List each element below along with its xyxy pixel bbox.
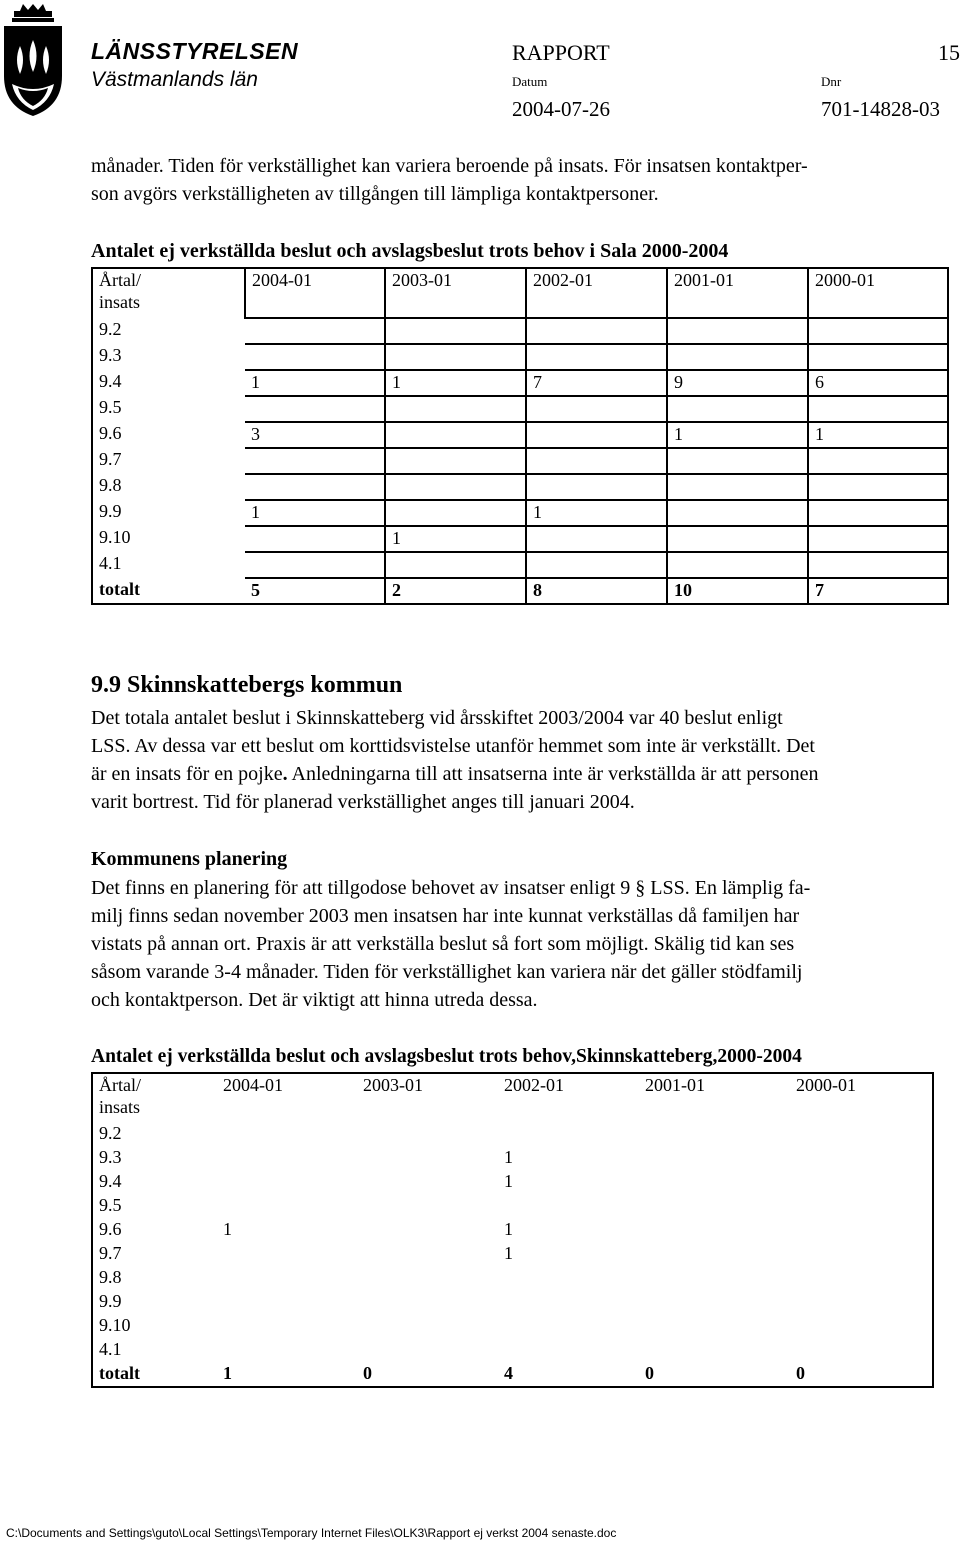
table-cell: [790, 1290, 933, 1314]
table-row: [92, 396, 948, 422]
table-cell: 1: [526, 500, 667, 526]
table-cell: [245, 318, 385, 344]
table-cell: [498, 1314, 639, 1338]
table1-header-label: Årtal/ insats: [99, 270, 141, 312]
table-cell: [357, 1170, 498, 1194]
row-label: 9.4: [99, 1171, 122, 1191]
table-cell: 7: [808, 578, 948, 604]
table2-title: Antalet ej verkställda beslut och avslagsbeslut trots behov,Skinnskatteberg,2000-2004: [91, 1046, 802, 1067]
table2: [91, 1072, 934, 1388]
table-cell: 1: [504, 1219, 513, 1239]
table-cell: [667, 344, 808, 370]
table-row: [92, 526, 948, 552]
table-cell: [357, 1266, 498, 1290]
table2-col-header: 2000-01: [796, 1075, 856, 1095]
table-cell: [245, 552, 385, 578]
table-cell: 0: [645, 1363, 654, 1383]
row-label: totalt: [99, 579, 140, 599]
table-cell: [217, 1314, 357, 1338]
table2-col-header: 2004-01: [223, 1075, 283, 1095]
table1: [91, 267, 949, 605]
table-cell: [217, 1146, 357, 1170]
table-cell: [498, 1122, 639, 1146]
row-label: 9.8: [99, 475, 122, 495]
table-cell: 3: [245, 422, 385, 448]
table-row: [92, 1290, 933, 1314]
row-label: 9.9: [99, 1291, 122, 1311]
table-cell: [667, 318, 808, 344]
table-cell: 10: [667, 578, 808, 604]
table-cell: [667, 474, 808, 500]
table-cell: 1: [667, 422, 808, 448]
section-paragraph-line: varit bortrest. Tid för planerad verkställighet anges till januari 2004.: [91, 791, 635, 813]
table-cell: 1: [504, 1171, 513, 1191]
row-label: totalt: [99, 1363, 140, 1383]
section-paragraph-line: är en insats för en pojke. Anledningarna till att insatserna inte är verkställda är att personen: [91, 763, 819, 785]
table-row: [92, 318, 948, 344]
row-label: 9.3: [99, 345, 122, 365]
row-label: 9.4: [99, 371, 122, 391]
table-cell: [808, 526, 948, 552]
table-cell: [808, 500, 948, 526]
table-cell: 5: [245, 578, 385, 604]
table-cell: [526, 396, 667, 422]
county-crest-logo: [0, 0, 66, 120]
table-cell: [245, 344, 385, 370]
page-number: 15: [938, 40, 960, 65]
table-cell: [526, 474, 667, 500]
table-cell: [357, 1194, 498, 1218]
table-row: [92, 422, 948, 448]
table-cell: [245, 448, 385, 474]
row-label: 9.9: [99, 501, 122, 521]
table-cell: [790, 1122, 933, 1146]
table-cell: [357, 1314, 498, 1338]
table-cell: [667, 526, 808, 552]
table2-col-header: 2002-01: [504, 1075, 564, 1095]
table-cell: [385, 396, 526, 422]
table-cell: [790, 1218, 933, 1242]
table-cell: 2: [385, 578, 526, 604]
table1-col-header: 2002-01: [526, 268, 667, 318]
table-cell: 0: [796, 1363, 805, 1383]
row-label: 9.5: [99, 397, 122, 417]
table-cell: 6: [808, 370, 948, 396]
section-paragraph-line: LSS. Av dessa var ett beslut om korttidsvistelse utanför hemmet som inte är verkställt. Det: [91, 735, 815, 757]
row-label: 9.2: [99, 1123, 122, 1143]
organization-name: LÄNSSTYRELSEN: [91, 38, 299, 64]
table1-col-header: 2000-01: [808, 268, 948, 318]
table-row: [92, 1194, 933, 1218]
table-cell: [790, 1314, 933, 1338]
dnr-value: 701-14828-03: [821, 97, 940, 121]
table-cell: [790, 1266, 933, 1290]
table1-col-header: 2004-01: [245, 268, 385, 318]
table-cell: 1: [245, 500, 385, 526]
intro-line-1: månader. Tiden för verkställighet kan variera beroende på insats. För insatsen kontaktper-: [91, 155, 808, 177]
table-cell: [639, 1242, 790, 1266]
table-cell: 1: [223, 1219, 232, 1239]
table-cell: [526, 552, 667, 578]
row-label: 4.1: [99, 553, 122, 573]
table-row: [92, 552, 948, 578]
table-cell: [639, 1170, 790, 1194]
table2-col-header: 2001-01: [645, 1075, 705, 1095]
dnr-label: Dnr: [821, 74, 842, 89]
table-cell: [639, 1338, 790, 1362]
row-label: 9.6: [99, 1219, 122, 1239]
table-row: [92, 1218, 933, 1242]
row-label: 9.10: [99, 527, 131, 547]
table2-total-row: [92, 1362, 933, 1387]
table-cell: [498, 1290, 639, 1314]
table-cell: [357, 1338, 498, 1362]
table-cell: [498, 1266, 639, 1290]
table-row: [92, 1338, 933, 1362]
table-cell: [639, 1266, 790, 1290]
section-paragraph-line: Det totala antalet beslut i Skinnskatteberg vid årsskiftet 2003/2004 var 40 beslut enligt: [91, 707, 783, 729]
table-cell: [385, 474, 526, 500]
intro-line-2: son avgörs verkställigheten av tillgången till lämpliga kontaktpersoner.: [91, 183, 659, 205]
table-cell: [385, 448, 526, 474]
date-label: Datum: [512, 74, 548, 89]
table-row: [92, 1122, 933, 1146]
table-cell: [217, 1122, 357, 1146]
table-cell: [639, 1146, 790, 1170]
table-cell: [217, 1338, 357, 1362]
table-row: [92, 1314, 933, 1338]
table-cell: [790, 1146, 933, 1170]
table-row: [92, 1170, 933, 1194]
table-cell: [808, 448, 948, 474]
table1-header-row: [92, 268, 948, 318]
table-cell: [217, 1194, 357, 1218]
row-label: 9.7: [99, 1243, 122, 1263]
table-cell: [498, 1338, 639, 1362]
table-cell: 9: [667, 370, 808, 396]
table-row: [92, 1146, 933, 1170]
table-cell: [217, 1290, 357, 1314]
table-cell: 1: [808, 422, 948, 448]
table-cell: [639, 1290, 790, 1314]
table-cell: [385, 500, 526, 526]
table-cell: [808, 318, 948, 344]
table-cell: [526, 422, 667, 448]
row-label: 9.7: [99, 449, 122, 469]
row-label: 9.3: [99, 1147, 122, 1167]
table-row: [92, 448, 948, 474]
table-cell: [357, 1242, 498, 1266]
table-cell: 4: [504, 1363, 513, 1383]
table-row: [92, 474, 948, 500]
table-cell: [526, 448, 667, 474]
table1-col-header: 2003-01: [385, 268, 526, 318]
county-name: Västmanlands län: [91, 68, 258, 91]
subheading: Kommunens planering: [91, 848, 288, 870]
row-label: 9.8: [99, 1267, 122, 1287]
table-cell: [217, 1170, 357, 1194]
table-row: [92, 344, 948, 370]
planning-paragraph-line: och kontaktperson. Det är viktigt att hinna utreda dessa.: [91, 989, 538, 1011]
table-cell: [357, 1146, 498, 1170]
table-row: [92, 1242, 933, 1266]
table-cell: 7: [526, 370, 667, 396]
table-cell: [526, 344, 667, 370]
table-cell: [217, 1266, 357, 1290]
table-cell: [790, 1170, 933, 1194]
table-cell: [808, 474, 948, 500]
table-cell: [639, 1194, 790, 1218]
row-label: 9.5: [99, 1195, 122, 1215]
table-cell: [790, 1194, 933, 1218]
planning-paragraph-line: vistats på annan ort. Praxis är att verkställa beslut så fort som möjligt. Skälig tid kan ses: [91, 933, 795, 955]
table-cell: 1: [385, 526, 526, 552]
table-cell: 1: [223, 1363, 232, 1383]
row-label: 9.2: [99, 319, 122, 339]
table-cell: [245, 526, 385, 552]
table2-header-label: Årtal/ insats: [99, 1075, 141, 1117]
planning-paragraph-line: såsom varande 3-4 månader. Tiden för verkställighet kan variera när det gäller stödfamilj: [91, 961, 803, 983]
table-cell: 0: [363, 1363, 372, 1383]
table-cell: [385, 318, 526, 344]
table1-title: Antalet ej verkställda beslut och avslagsbeslut trots behov i Sala 2000-2004: [91, 240, 729, 262]
planning-paragraph-line: Det finns en planering för att tillgodose behovet av insatser enligt 9 § LSS. En lämplig fa-: [91, 877, 811, 899]
table2-header-row: [92, 1073, 933, 1122]
table-cell: [526, 318, 667, 344]
table-cell: [667, 552, 808, 578]
table-cell: [667, 396, 808, 422]
table-cell: [808, 344, 948, 370]
table-cell: [357, 1218, 498, 1242]
table-cell: 1: [385, 370, 526, 396]
table-cell: [667, 500, 808, 526]
table-cell: 8: [526, 578, 667, 604]
row-label: 4.1: [99, 1339, 122, 1359]
table-cell: [385, 344, 526, 370]
table-cell: [808, 552, 948, 578]
row-label: 9.10: [99, 1315, 131, 1335]
document-type: RAPPORT: [512, 40, 610, 65]
planning-paragraph-line: milj finns sedan november 2003 men insatsen har inte kunnat verkställas då familjen har: [91, 905, 800, 927]
table1-col-header: 2001-01: [667, 268, 808, 318]
section-heading: 9.9 Skinnskattebergs kommun: [91, 672, 403, 698]
table-cell: [667, 448, 808, 474]
file-path-footer: C:\Documents and Settings\guto\Local Settings\Temporary Internet Files\OLK3\Rapport ej verkst 2004 senaste.doc: [6, 1526, 617, 1540]
table-cell: [639, 1218, 790, 1242]
table-cell: [790, 1242, 933, 1266]
table-cell: [790, 1338, 933, 1362]
table2-col-header: 2003-01: [363, 1075, 423, 1095]
table-cell: [357, 1122, 498, 1146]
table-cell: [808, 396, 948, 422]
table-cell: [245, 396, 385, 422]
table-cell: [357, 1290, 498, 1314]
table-cell: [526, 526, 667, 552]
date-value: 2004-07-26: [512, 97, 610, 121]
table-cell: 1: [504, 1147, 513, 1167]
table-cell: 1: [504, 1243, 513, 1263]
table-row: [92, 370, 948, 396]
table-cell: [639, 1314, 790, 1338]
row-label: 9.6: [99, 423, 122, 443]
table-cell: 1: [245, 370, 385, 396]
table-cell: [385, 422, 526, 448]
table-cell: [217, 1242, 357, 1266]
table-row: [92, 500, 948, 526]
table-cell: [498, 1194, 639, 1218]
table1-total-row: [92, 578, 948, 604]
table-cell: [245, 474, 385, 500]
table-cell: [639, 1122, 790, 1146]
table-cell: [385, 552, 526, 578]
table-row: [92, 1266, 933, 1290]
